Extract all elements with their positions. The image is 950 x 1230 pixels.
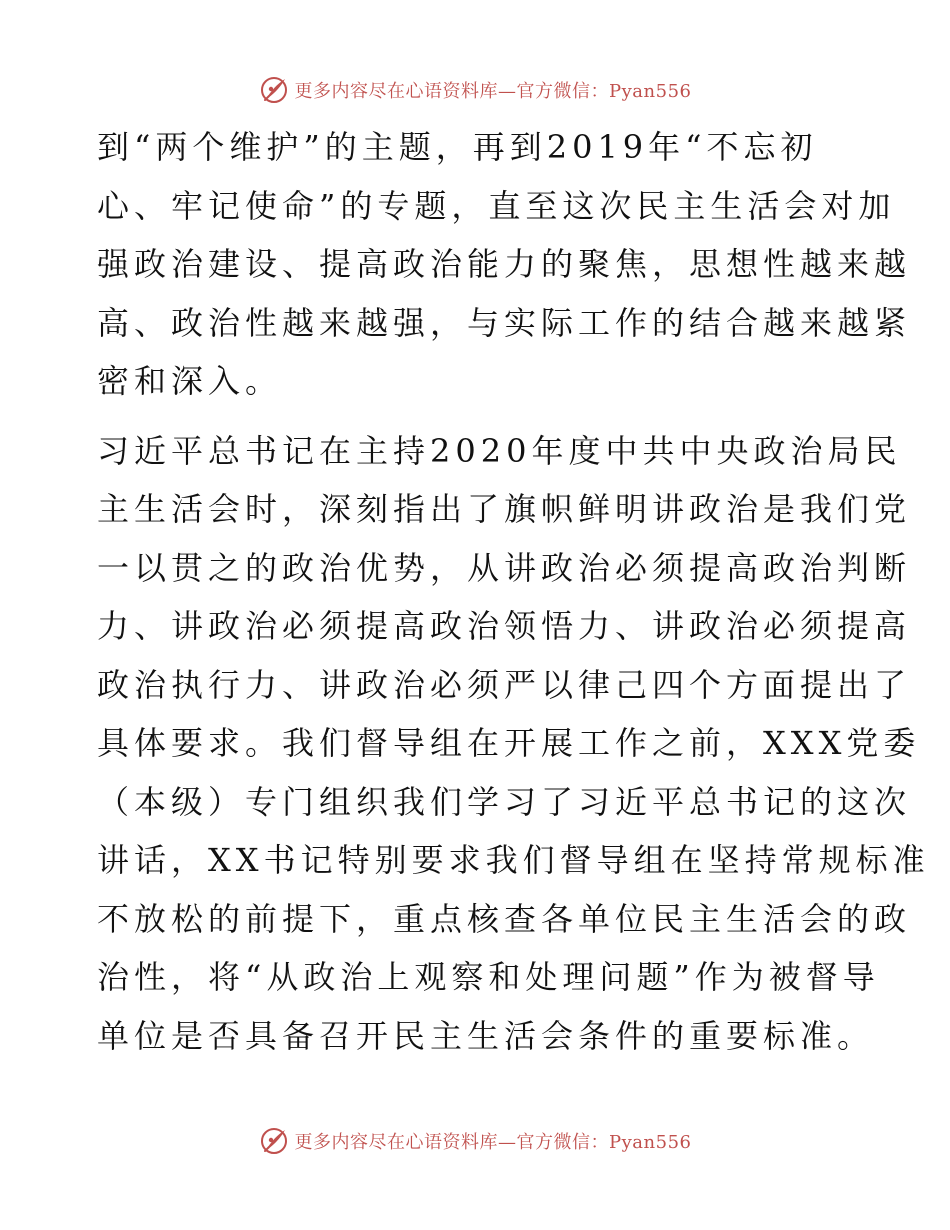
text-line: 政治执行力、讲政治必须严以律己四个方面提出了 (97, 665, 912, 704)
text-line: 习近平总书记在主持2020年度中共中央政治局民 (97, 431, 902, 470)
paragraph-2 (97, 422, 930, 1066)
text-line: 单位是否具备召开民主生活会条件的重要标准。 (97, 1016, 875, 1055)
feather-pen-logo-icon (259, 1126, 289, 1156)
paragraph-spacer (97, 411, 867, 422)
text-line: 具体要求。我们督导组在开展工作之前，XXX党委 (97, 724, 921, 762)
text-line: 治性，将“从政治上观察和处理问题”作为被督导 (97, 958, 880, 996)
feather-pen-logo-icon (259, 75, 289, 105)
header-watermark-text: 更多内容尽在心语资料库—官方微信：Pyan556 (294, 81, 692, 102)
text-line: 高、政治性越来越强，与实际工作的结合越来越紧 (97, 303, 912, 342)
text-line: 到“两个维护”的主题，再到2019年“不忘初 (97, 128, 818, 166)
text-line: 强政治建设、提高政治能力的聚焦，思想性越来越 (97, 245, 912, 283)
header-watermark (0, 70, 950, 110)
text-line: 不放松的前提下，重点核查各单位民主生活会的政 (97, 899, 912, 938)
text-line: 主生活会时，深刻指出了旗帜鲜明讲政治是我们党 (97, 490, 912, 528)
text-line: 一以贯之的政治优势，从讲政治必须提高政治判断 (97, 548, 912, 587)
footer-watermark-text: 更多内容尽在心语资料库—官方微信：Pyan556 (294, 1132, 692, 1153)
text-line: 力、讲政治必须提高政治领悟力、讲政治必须提高 (97, 607, 912, 645)
document-body (97, 118, 930, 1065)
text-line: 心、牢记使命”的专题，直至这次民主生活会对加 (97, 186, 896, 225)
footer-watermark (0, 1121, 950, 1161)
text-line: 讲话，XX书记特别要求我们督导组在坚持常规标准 (97, 841, 930, 879)
text-line: 密和深入。 (97, 362, 283, 400)
paragraph-1 (97, 118, 912, 411)
text-line: （本级）专门组织我们学习了习近平总书记的这次 (97, 782, 912, 821)
